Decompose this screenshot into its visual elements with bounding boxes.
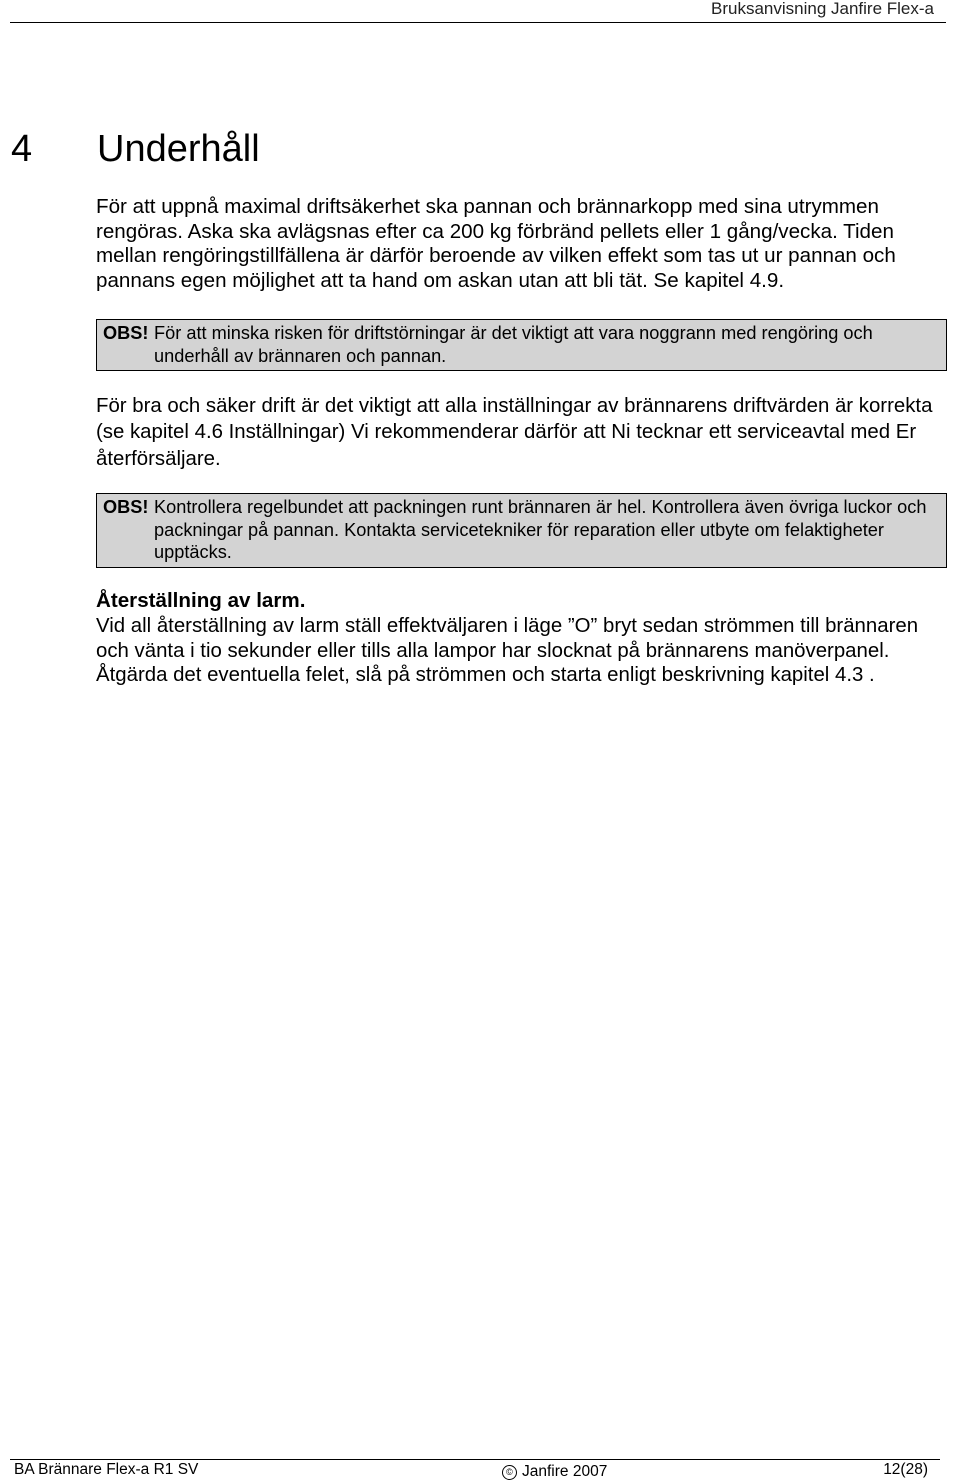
copyright-notice: [502, 1463, 607, 1481]
header-divider: [10, 22, 946, 23]
intro-paragraph: För att uppnå maximal driftsäkerhet ska pannan och brännarkopp med sina utrymmen rengöras. Aska ska avlägsnas efter ca 200 kg förbränd pellets eller 1 gång/vecka. Tiden mellan rengöringstillfällena är därför beroende av vilken effekt som tas ut ur pannan och pannans egen möjlighet att ta hand om askan utan att bli tät. Se kapitel 4.9.: [96, 195, 896, 292]
document-code: BA Brännare Flex-a R1 SV: [14, 1461, 199, 1478]
notice-text: För att minska risken för driftstörningar är det viktigt att vara noggrann med rengöring och underhåll av brännaren och pannan.: [154, 323, 873, 366]
chapter-heading: [11, 126, 260, 172]
copyright-icon: ©: [502, 1465, 517, 1480]
chapter-title: Underhåll: [97, 128, 260, 170]
settings-paragraph: För bra och säker drift är det viktigt att alla inställningar av brännarens driftvärden är korrekta (se kapitel 4.6 Inställningar) Vi rekommenderar därför att Ni tecknar ett serviceavtal med Er återförsäljare.: [96, 395, 933, 470]
alarm-reset-heading: Återställning av larm.: [96, 589, 306, 612]
notice-label: OBS!: [103, 497, 149, 517]
chapter-number: 4: [11, 128, 33, 170]
copyright-text: Janfire 2007: [522, 1463, 608, 1480]
footer-divider: [10, 1459, 940, 1460]
running-header: Bruksanvisning Janfire Flex-a: [711, 0, 934, 18]
notice-text: Kontrollera regelbundet att packningen runt brännaren är hel. Kontrollera även övriga luckor och packningar på pannan. Kontakta servicetekniker för reparation eller utbyte om felaktigheter upptäcks.: [154, 497, 927, 562]
notice-label: OBS!: [103, 323, 149, 343]
notice-box-cleaning: [96, 319, 947, 371]
page-number: 12(28): [883, 1461, 928, 1478]
notice-box-gaskets: [96, 493, 947, 568]
alarm-reset-paragraph: Vid all återställning av larm ställ effektväljaren i läge ”O” bryt sedan strömmen till brännaren och vänta i tio sekunder eller tills alla lampor har slocknat på brännarens manöverpanel. Åtgärda det eventuella felet, slå på strömmen och starta enligt beskrivning kapitel 4.3 .: [96, 615, 919, 687]
